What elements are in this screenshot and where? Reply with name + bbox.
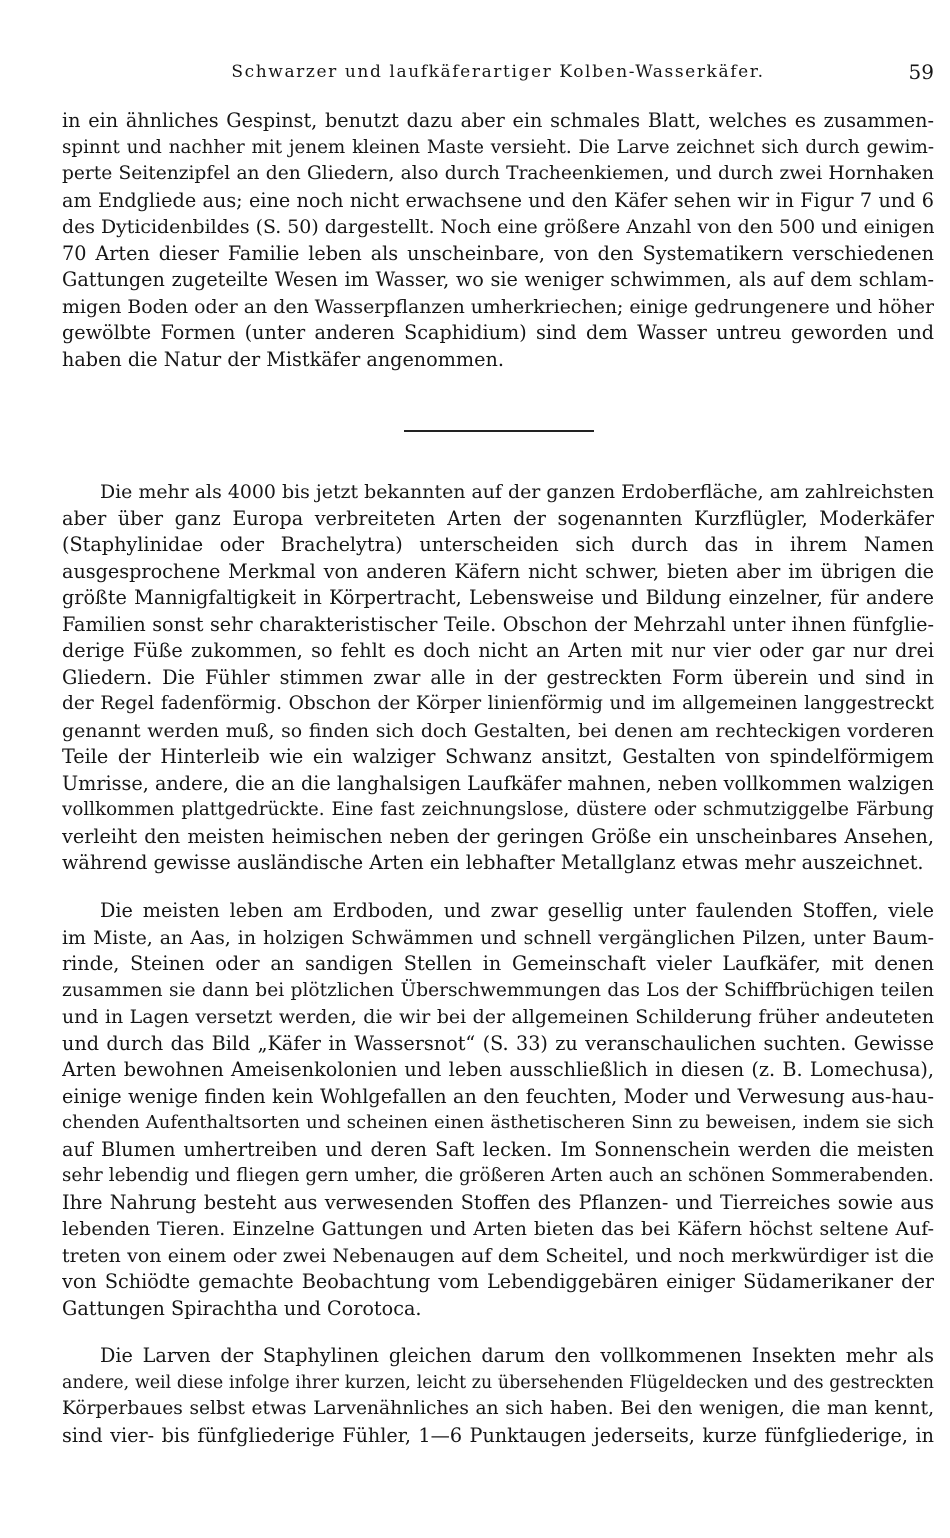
text-line: (Staphylinidae oder Brachelytra) unterscheiden sich durch das in ihrem Namen	[62, 533, 934, 556]
text-line: sind vier- bis fünfgliederige Fühler, 1—6 Punktaugen jederseits, kurze fünfgliederige, in	[62, 1423, 934, 1447]
text-line: gewölbte Formen (unter anderen Scaphidium) sind dem Wasser untreu geworden und	[62, 321, 934, 344]
text-line: auf Blumen umhertreiben und deren Saft lecken. Im Sonnenschein werden die meisten	[62, 1137, 934, 1161]
text-line: rinde, Steinen oder an sandigen Stellen in Gemeinschaft vieler Laufkäfer, mit denen	[62, 952, 934, 975]
paragraph-3	[62, 898, 934, 1322]
text-line: spinnt und nachher mit jenem kleinen Maste versieht. Die Larve zeichnet sich durch gewim-	[62, 136, 934, 158]
text-line: vollkommen plattgedrückte. Eine fast zeichnungslose, düstere oder schmutziggelbe Färbung	[62, 799, 934, 820]
page-header	[62, 58, 934, 86]
text-line: von Schiödte gemachte Beobachtung vom Lebendiggebären einiger Südamerikaner der	[62, 1270, 934, 1293]
text-line: andere, weil diese infolge ihrer kurzen, leicht zu übersehenden Flügeldecken und des gestreckten	[62, 1372, 934, 1393]
text-line: ausgesprochene Merkmal von anderen Käfern nicht schwer, bieten aber im übrigen die	[62, 559, 934, 583]
text-line: 70 Arten dieser Familie leben als unscheinbare, von den Systematikern verschiedenen	[62, 241, 934, 265]
text-line: Die mehr als 4000 bis jetzt bekannten auf der ganzen Erdoberfläche, am zahlreichsten	[100, 481, 934, 503]
text-line: Die Larven der Staphylinen gleichen darum den vollkommenen Insekten mehr als	[100, 1344, 934, 1367]
paragraph-2	[62, 479, 934, 877]
text-line: im Miste, an Aas, in holzigen Schwämmen und schnell vergänglichen Pilzen, unter Baum-	[62, 926, 934, 949]
text-line: zusammen sie dann bei plötzlichen Überschwemmungen das Los der Schiffbrüchigen teilen	[62, 979, 934, 1001]
text-line: Umrisse, andere, die an die langhalsigen Laufkäfer mahnen, neben vollkommen walzigen	[62, 771, 934, 795]
text-line: und in Lagen versetzt werden, die wir bei der allgemeinen Schilderung früher andeuteten	[62, 1006, 934, 1028]
text-line: Gliedern. Die Fühler stimmen zwar alle in der gestreckten Form überein und sind in	[62, 665, 934, 689]
text-line: Die meisten leben am Erdboden, und zwar gesellig unter faulenden Stoffen, viele	[100, 899, 934, 922]
text-line: in ein ähnliches Gespinst, benutzt dazu aber ein schmales Blatt, welches es zusammen-	[62, 109, 934, 132]
text-line: am Endgliede aus; eine noch nicht erwachsene und den Käfer sehen wir in Figur 7 und 6	[62, 188, 934, 212]
text-line: sehr lebendig und fliegen gern umher, die größeren Arten auch an schönen Sommerabenden.	[62, 1165, 934, 1186]
text-line: perte Seitenzipfel an den Gliedern, also durch Tracheenkiemen, und durch zwei Hornhaken	[62, 163, 934, 184]
text-line: und durch das Bild „Käfer in Wassersnot“ (S. 33) zu veranschaulichen suchten. Gewisse	[62, 1031, 934, 1055]
text-line: verleiht den meisten heimischen neben der geringen Größe ein unscheinbares Ansehen,	[62, 824, 934, 848]
text-line: während gewisse ausländische Arten ein lebhafter Metallglanz etwas mehr auszeichnet.	[62, 851, 924, 874]
text-line: haben die Natur der Mistkäfer angenommen.	[62, 347, 504, 371]
text-line: Ihre Nahrung besteht aus verwesenden Stoffen des Pflanzen- und Tierreiches sowie aus	[62, 1190, 934, 1214]
text-line: lebenden Tieren. Einzelne Gattungen und Arten bieten das bei Käfern höchst seltene Auf-	[62, 1218, 934, 1240]
text-line: Gattungen zugeteilte Wesen im Wasser, wo sie weniger schwimmen, als auf dem schlam-	[62, 268, 934, 291]
text-line: des Dyticidenbildes (S. 50) dargestellt. Noch eine größere Anzahl von den 500 und einigen	[62, 216, 934, 238]
text-line: Teile der Hinterleib wie ein walziger Schwanz ansitzt, Gestalten von spindelförmigem	[62, 745, 934, 768]
text-line: Gattungen Spirachtha und Corotoca.	[62, 1296, 422, 1320]
text-line: Familien sonst sehr charakteristischer Teile. Obschon der Mehrzahl unter ihnen fünfglie-	[62, 612, 934, 636]
text-line: chenden Aufenthaltsorten und scheinen einen ästhetischeren Sinn zu beweisen, indem sie sich	[62, 1112, 934, 1133]
text-line: migen Boden oder an den Wasserpflanzen umherkriechen; einige gedrungenere und höher	[62, 295, 934, 318]
section-divider	[404, 430, 594, 432]
paragraph-4	[62, 1343, 934, 1449]
text-line: derige Füße zukommen, so fehlt es doch nicht an Arten mit nur vier oder gar nur drei	[62, 639, 934, 662]
text-line: der Regel fadenförmig. Obschon der Körper linienförmig und im allgemeinen langgestreckt	[62, 693, 934, 714]
text-line: genannt werden muß, so finden sich doch Gestalten, bei denen am rechteckigen vorderen	[62, 719, 934, 742]
text-line: Körperbaues selbst etwas Larvenähnliches an sich haben. Bei den wenigen, die man kennt,	[62, 1398, 934, 1419]
text-line: aber über ganz Europa verbreiteten Arten der sogenannten Kurzflügler, Moderkäfer	[62, 506, 934, 530]
text-line: treten von einem oder zwei Nebenaugen auf dem Scheitel, und noch merkwürdiger ist die	[62, 1244, 934, 1267]
running-title: Schwarzer und laufkäferartiger Kolben-Wasserkäfer.	[231, 62, 765, 82]
text-line: Arten bewohnen Ameisenkolonien und leben ausschließlich in diesen (z. B. Lomechusa),	[62, 1058, 934, 1081]
page-number: 59	[908, 60, 934, 84]
text-line: einige wenige finden kein Wohlgefallen an den feuchten, Moder und Verwesung aus-hau-	[62, 1084, 934, 1108]
paragraph-1	[62, 108, 934, 373]
text-line: größte Mannigfaltigkeit in Körpertracht, Lebensweise und Bildung einzelner, für andere	[62, 586, 934, 609]
